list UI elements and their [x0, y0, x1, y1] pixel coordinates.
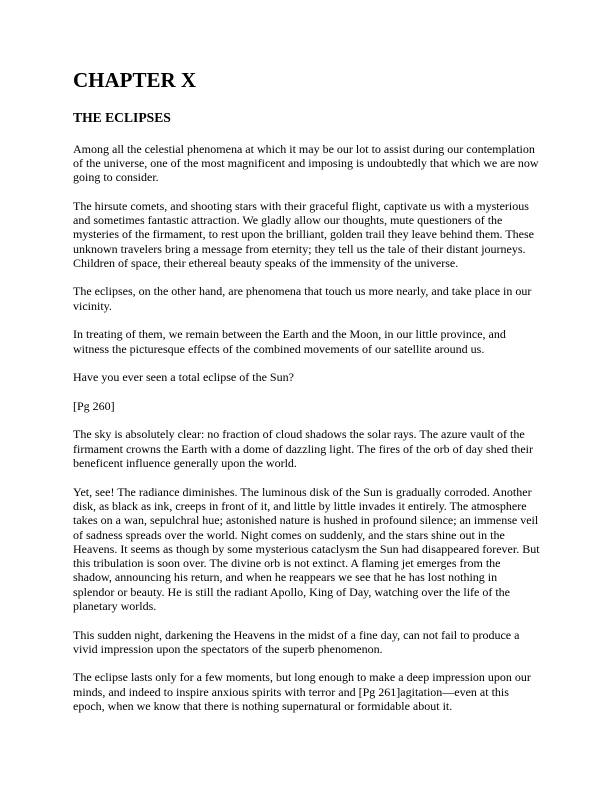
- paragraph-question: Have you ever seen a total eclipse of the Sun?: [73, 370, 294, 385]
- paragraph-earth-moon: In treating of them, we remain between the Earth and the Moon, in our little province, and witness the picturesque effects of the combined movements of our satellite around us.: [73, 327, 506, 356]
- document-page: [73, 68, 541, 728]
- paragraph-eclipses-nearby: The eclipses, on the other hand, are phenomena that touch us more nearly, and take place in our vicinity.: [73, 284, 532, 313]
- chapter-title: CHAPTER X: [73, 68, 197, 92]
- page-marker: [Pg 260]: [73, 398, 115, 413]
- paragraph-sudden-night: This sudden night, darkening the Heavens in the midst of a fine day, can not fail to produce a vivid impression upon the spectators of the superb phenomenon.: [73, 627, 520, 656]
- paragraph-radiance: Yet, see! The radiance diminishes. The luminous disk of the Sun is gradually corroded. Another disk, as black as ink, creeps in front of it, and little by little invades it entirely. The atmosphere takes on a wan, sepulchral hue; astonished nature is hushed in profound silence; an immense veil of sadness spreads over the world. Night comes on suddenly, and the stars shine out in the Heavens. It seems as though by some mysterious cataclysm the Sun had disappeared forever. But this tribulation is soon over. The divine orb is not extinct. A flaming jet emerges from the shadow, announcing his return, and when he reappears we see that he has lost nothing in splendor or beauty. He is still the radiant Apollo, King of Day, watching over the life of the planetary worlds.: [73, 484, 540, 613]
- paragraph-clear-sky: The sky is absolutely clear: no fraction of cloud shadows the solar rays. The azure vault of the firmament crowns the Earth with a dome of dazzling light. The fires of the orb of day shed their beneficent influence generally upon the world.: [73, 427, 533, 471]
- paragraph-intro: Among all the celestial phenomena at which it may be our lot to assist during our contemplation of the universe, one of the most magnificent and imposing is undoubtedly that which we are now going to consider.: [73, 141, 539, 185]
- paragraph-comets: The hirsute comets, and shooting stars with their graceful flight, captivate us with a mysterious and sometimes fantastic attraction. We gladly allow our thoughts, mute questioners of the mysteries of the firmament, to rest upon the brilliant, golden trail they leave behind them. These unknown travelers bring a message from eternity; they tell us the tale of their distant journeys. Children of space, their ethereal beauty speaks of the immensity of the universe.: [73, 198, 534, 270]
- section-title: THE ECLIPSES: [73, 110, 171, 126]
- paragraph-eclipse-duration: The eclipse lasts only for a few moments, but long enough to make a deep impression upon our minds, and indeed to inspire anxious spirits with terror and [Pg 261]agitation—even at this epoch, when we know that there is nothing supernatural or formidable about it.: [73, 670, 531, 714]
